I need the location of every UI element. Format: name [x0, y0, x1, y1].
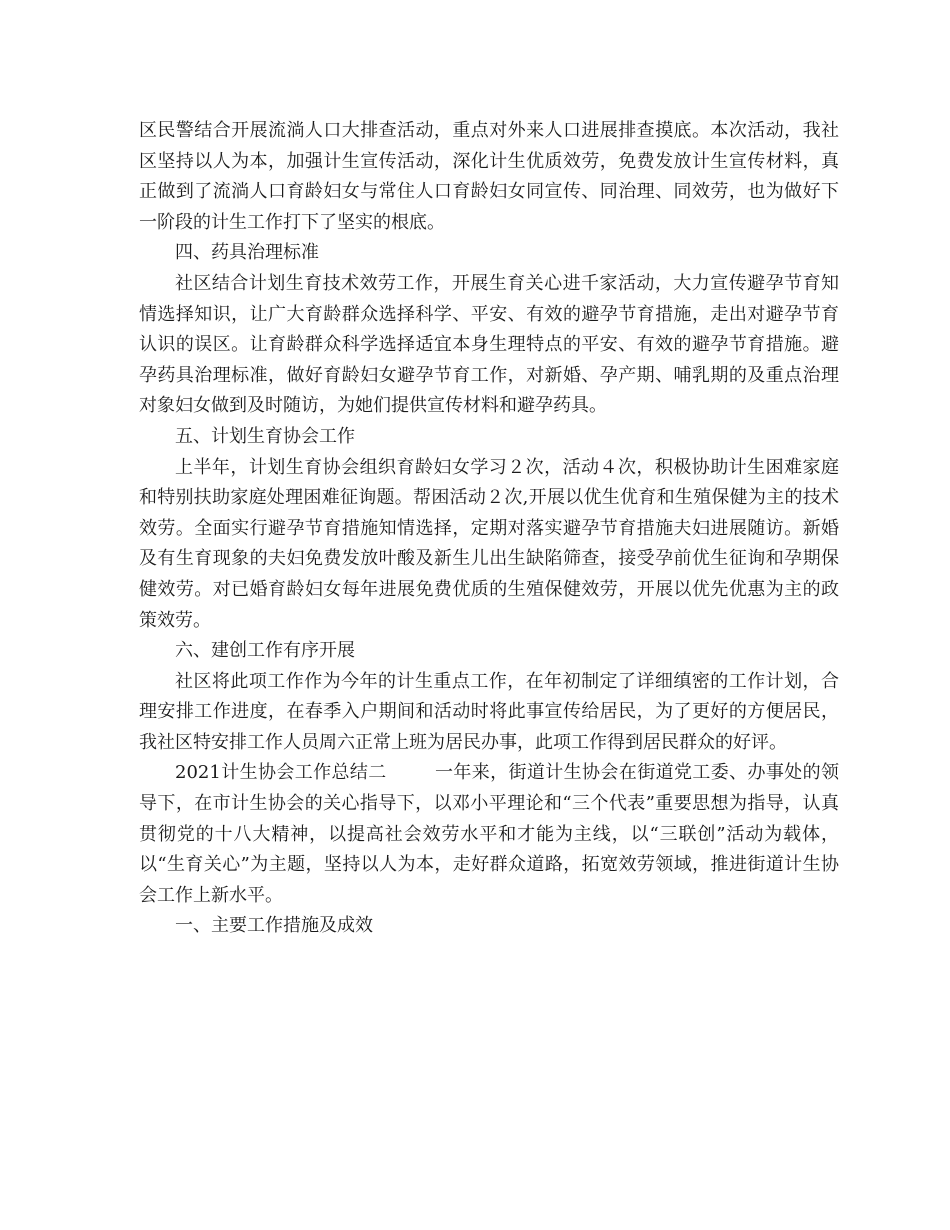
section-heading-medicine: 四、药具治理标准 [175, 242, 319, 264]
summary-body: 一年来，街道计生协会在街道党工委、办事处的领导下，在市计生协会的关心指导下，以邓小平理论和“三个代表”重要思想为指导，认真贯彻党的十八大精神，以提高社会效劳水平和才能为主线，以“三联创”活动为载体，以“生育关心”为主题，坚持以人为本，走好群众道路，拓宽效劳领域，推进街道计生协会工作上新水平。 [139, 762, 840, 906]
paragraph-medicine: 社区结合计划生育技术效劳工作，开展生育关心进千家活动，大力宣传避孕节育知情选择知识，让广大育龄群众选择科学、平安、有效的避孕节育措施，走出对避孕节育认识的误区。让育龄群众科学选择适宜本身生理特点的平安、有效的避孕节育措施。避孕药具治理标准，做好育龄妇女避孕节育工作，对新婚、孕产期、哺乳期的及重点治理对象妇女做到及时随访，为她们提供宣传材料和避孕药具。 [139, 272, 839, 417]
section-heading-measures: 一、主要工作措施及成效 [175, 915, 373, 937]
section-heading-creation: 六、建创工作有序开展 [175, 640, 355, 662]
paragraph-summary-two [139, 758, 839, 911]
paragraph-creation: 社区将此项工作作为今年的计生重点工作，在年初制定了详细缜密的工作计划，合理安排工作进度，在春季入户期间和活动时将此事宣传给居民，为了更好的方便居民，我社区特安排工作人员周六正常上班为居民办事，此项工作得到居民群众的好评。 [139, 670, 839, 753]
document-body [139, 116, 839, 942]
paragraph-intro: 区民警结合开展流淌人口大排查活动，重点对外来人口进展排查摸底。本次活动，我社区坚持以人为本，加强计生宣传活动，深化计生优质效劳，免费发放计生宣传材料，真正做到了流淌人口育龄妇女与常住人口育龄妇女同宣传、同治理、同效劳，也为做好下一阶段的计生工作打下了坚实的根底。 [139, 120, 839, 233]
section-heading-association: 五、计划生育协会工作 [175, 425, 355, 447]
paragraph-association: 上半年，计划生育协会组织育龄妇女学习２次，活动４次，积极协助计生困难家庭和特别扶助家庭处理困难征询题。帮困活动２次,开展以优生优育和生殖保健为主的技术效劳。全面实行避孕节育措施知情选择，定期对落实避孕节育措施夫妇进展随访。新婚及有生育现象的夫妇免费发放叶酸及新生儿出生缺陷筛查，接受孕前优生征询和孕期保健效劳。对已婚育龄妇女每年进展免费优质的生殖保健效劳，开展以优先优惠为主的政策效劳。 [139, 456, 839, 631]
summary-title: 2021计生协会工作总结二 [175, 762, 387, 784]
